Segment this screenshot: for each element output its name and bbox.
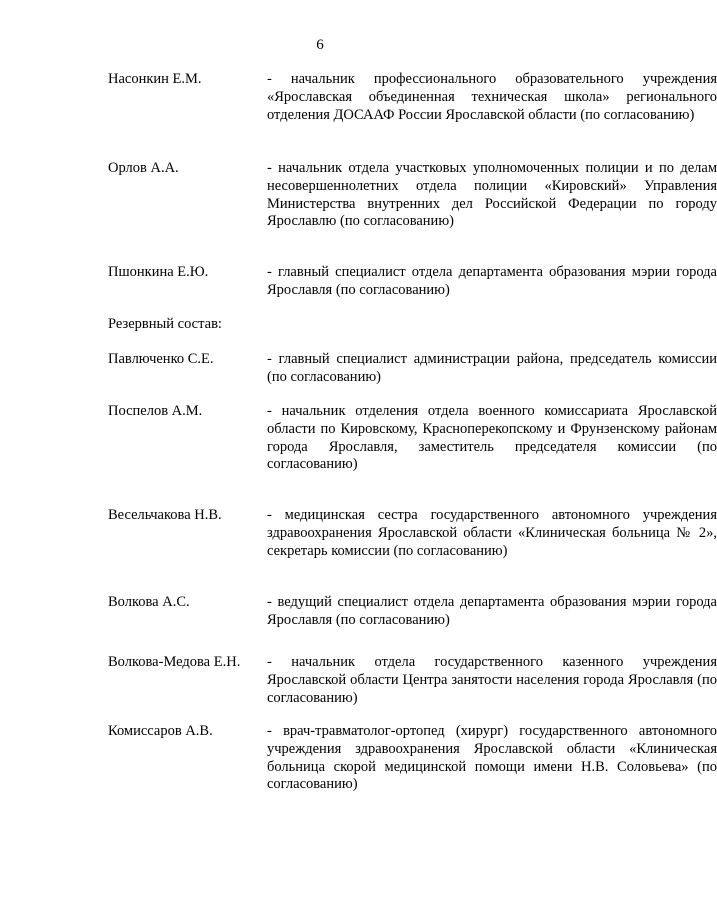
page-number: 6: [316, 37, 324, 53]
member-name: Волкова А.С.: [108, 594, 190, 610]
member-name: Пшонкина Е.Ю.: [108, 264, 209, 280]
member-role: - главный специалист администрации района, председатель комиссии (по согласованию): [267, 351, 717, 385]
member-name: Орлов А.А.: [108, 160, 179, 176]
member-name: Поспелов А.М.: [108, 403, 203, 419]
member-role: - главный специалист отдела департамента образования мэрии города Ярославля (по согласованию): [267, 264, 717, 298]
member-name: Волкова-Медова Е.Н.: [108, 654, 241, 670]
reserve-heading: Резервный состав:: [108, 316, 222, 332]
member-name: Павлюченко С.Е.: [108, 351, 214, 367]
member-role: - начальник отделения отдела военного комиссариата Ярославской области по Кировскому, Красноперекопскому и Фрунзенскому районам города Ярославля, заместитель председателя комиссии (по согласованию): [267, 403, 717, 473]
member-name: Насонкин Е.М.: [108, 71, 202, 87]
member-role: - врач-травматолог-ортопед (хирург) государственного автономного учреждения здравоохранения Ярославской области «Клиническая больница скорой медицинской помощи имени Н.В. Соловьева» (по согласованию): [267, 723, 717, 793]
member-name: Весельчакова Н.В.: [108, 507, 222, 523]
member-role: - ведущий специалист отдела департамента образования мэрии города Ярославля (по согласованию): [267, 594, 717, 628]
member-name: Комиссаров А.В.: [108, 723, 213, 739]
member-role: - начальник отдела участковых уполномоченных полиции и по делам несовершеннолетних отдела полиции «Кировский» Управления Министерства внутренних дел Российской Федерации по городу Ярославлю (по согласованию): [267, 160, 717, 230]
member-role: - медицинская сестра государственного автономного учреждения здравоохранения Ярославской области «Клиническая больница № 2», секретарь комиссии (по согласованию): [267, 507, 717, 559]
member-role: - начальник отдела государственного казенного учреждения Ярославской области Центра занятости населения города Ярославля (по согласованию): [267, 654, 717, 706]
member-role: - начальник профессионального образовательного учреждения «Ярославская объединенная техническая школа» регионального отделения ДОСААФ России Ярославской области (по согласованию): [267, 71, 717, 123]
